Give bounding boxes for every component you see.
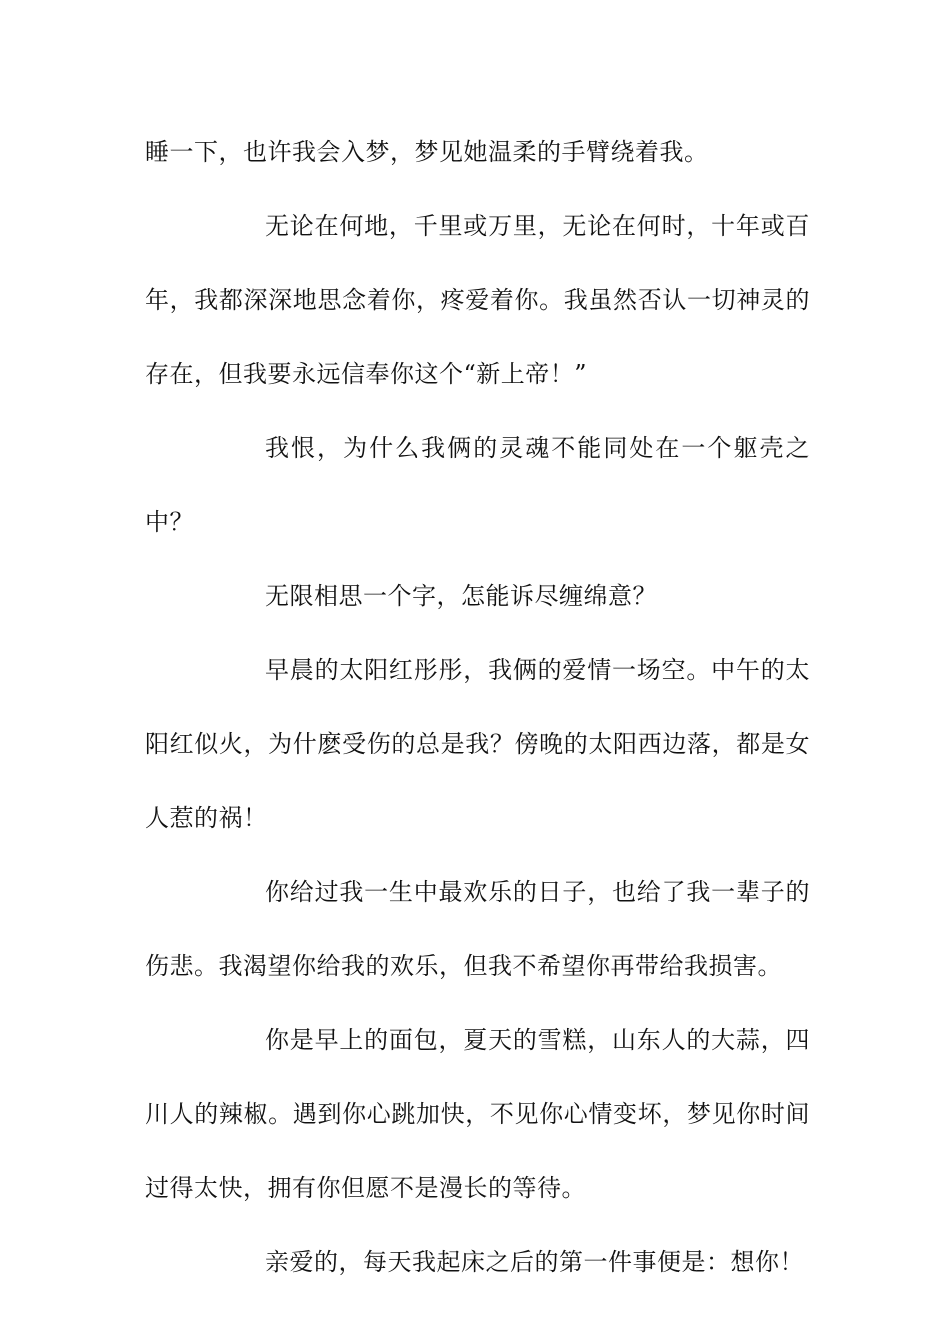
paragraph-6: 你给过我一生中最欢乐的日子，也给了我一辈子的伤悲。我渴望你给我的欢乐，但我不希望你再带给我损害。: [145, 878, 810, 980]
paragraph-8: 亲爱的，每天我起床之后的第一件事便是：想你！: [265, 1248, 804, 1276]
paragraph-1: 睡一下，也许我会入梦，梦见她温柔的手臂绕着我。: [145, 138, 709, 166]
paragraph-7: 你是早上的面包，夏天的雪糕，山东人的大蒜，四川人的辣椒。遇到你心跳加快，不见你心情变坏，梦见你时间过得太快，拥有你但愿不是漫长的等待。: [145, 1026, 810, 1202]
paragraph-3: 我恨，为什么我俩的灵魂不能同处在一个躯壳之中？: [145, 434, 810, 536]
paragraph-4: 无限相思一个字，怎能诉尽缠绵意？: [265, 582, 657, 610]
paragraph-5: 早晨的太阳红彤彤，我俩的爱情一场空。中午的太阳红似火，为什麽受伤的总是我？傍晚的太阳西边落，都是女人惹的祸！: [145, 656, 810, 832]
paragraph-2: 无论在何地，千里或万里，无论在何时，十年或百年，我都深深地思念着你，疼爱着你。我虽然否认一切神灵的存在，但我要永远信奉你这个“新上帝！”: [145, 212, 810, 388]
document-body: [145, 115, 810, 1299]
